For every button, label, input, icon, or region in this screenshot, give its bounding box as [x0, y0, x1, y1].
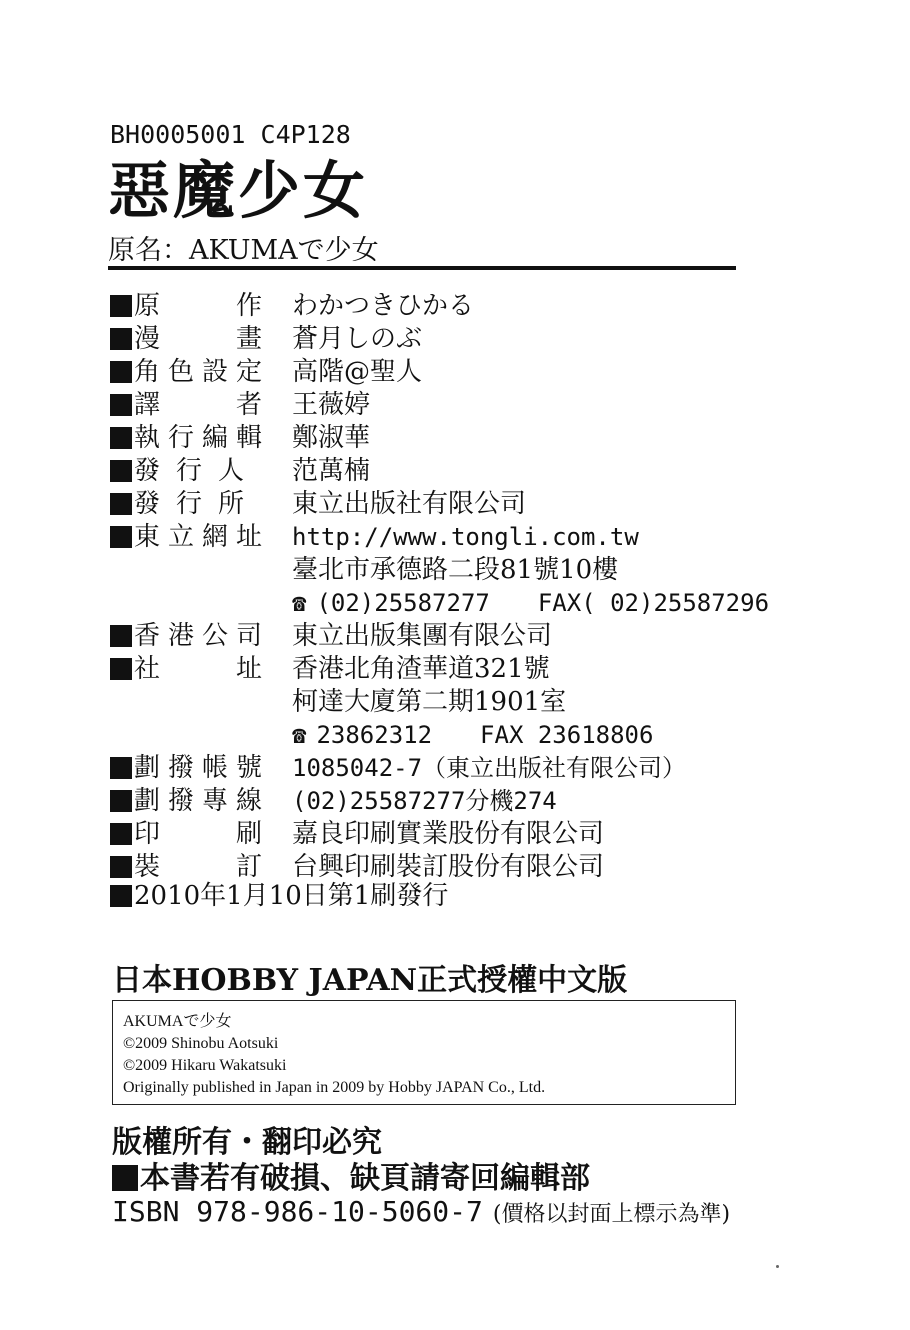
fax-number: FAX 23618806: [480, 721, 654, 749]
credit-row: [110, 686, 790, 718]
bullet-square: [110, 526, 132, 548]
credit-value: (02)25587277分機274: [292, 787, 557, 815]
rights-notice: 版權所有・翻印必究: [112, 1125, 382, 1160]
release-date: 2010年1月10日第1刷發行: [134, 881, 449, 911]
credit-row: [110, 785, 790, 817]
bullet-square: [110, 460, 132, 482]
credit-label-char: 者: [235, 390, 262, 420]
credit-label-char: 設: [201, 357, 228, 387]
bullet-square: [110, 625, 132, 647]
contact-line: [292, 719, 653, 751]
telephone-icon: ☎: [292, 589, 307, 617]
credit-label: [134, 389, 262, 421]
credit-label-char: 行: [175, 489, 202, 519]
credit-label-char: 裝: [134, 852, 161, 882]
book-title: 惡魔少女: [108, 154, 369, 227]
credit-value: 鄭淑華: [292, 423, 371, 453]
credit-label-char: 線: [235, 786, 262, 816]
credit-label-char: 印: [134, 819, 161, 849]
product-code: BH0005001 C4P128: [110, 120, 351, 149]
credit-label-char: 漫: [134, 324, 161, 354]
phone-number: (02)25587277: [316, 589, 490, 617]
credit-value: 東立出版社有限公司: [292, 489, 527, 519]
credit-label-char: 所: [217, 489, 244, 519]
bullet-square: [110, 361, 132, 383]
copyright-line: ©2009 Shinobu Aotsuki: [123, 1035, 279, 1052]
credit-label-char: 港: [167, 621, 194, 651]
original-name: 原名：AKUMAで少女: [108, 235, 379, 266]
credit-label-char: 香: [134, 621, 161, 651]
credit-row: [110, 818, 790, 850]
bullet-square: [110, 295, 132, 317]
fax-number: FAX( 02)25587296: [537, 589, 770, 617]
bullet-square: [110, 394, 132, 416]
credit-label-char: 網: [201, 522, 228, 552]
credit-label-char: 行: [167, 423, 194, 453]
credit-label-char: 劃: [134, 753, 161, 783]
credit-label-char: 帳: [201, 753, 228, 783]
credit-label-char: 訂: [235, 852, 262, 882]
credit-label-char: 撥: [167, 786, 194, 816]
credit-row: [110, 620, 790, 652]
credit-row: [110, 521, 790, 553]
credit-row: [110, 851, 790, 883]
credit-label: [134, 356, 262, 388]
credit-row: [110, 554, 790, 586]
credit-value: 東立出版集團有限公司: [292, 621, 553, 651]
copyright-box: [112, 1000, 736, 1105]
credit-label-char: 定: [235, 357, 262, 387]
credit-label-char: 專: [201, 786, 228, 816]
credit-value: 嘉良印刷實業股份有限公司: [292, 819, 605, 849]
isbn-row: [112, 1195, 730, 1228]
bullet-square: [110, 328, 132, 350]
credit-label-char: 色: [167, 357, 194, 387]
credit-label-char: 執: [134, 423, 161, 453]
credit-label-char: 撥: [167, 753, 194, 783]
credit-label-char: 角: [134, 357, 161, 387]
phone-number: 23862312: [316, 721, 433, 749]
copyright-line: AKUMAで少女: [123, 1013, 232, 1030]
credit-row: [110, 323, 790, 355]
credit-value: http://www.tongli.com.tw: [292, 523, 639, 551]
credit-row: [110, 422, 790, 454]
credit-value: 臺北市承德路二段81號10樓: [292, 555, 619, 585]
credit-row: [110, 290, 790, 322]
bullet-square: [110, 885, 132, 907]
license-line: 日本HOBBY JAPAN正式授權中文版: [112, 963, 628, 998]
credit-label-char: 東: [134, 522, 161, 552]
bullet-square: [110, 823, 132, 845]
credit-label: [134, 785, 262, 817]
credit-label-char: 譯: [134, 390, 161, 420]
credit-label-char: 刷: [235, 819, 262, 849]
credit-label: [134, 752, 262, 784]
copyright-line: Originally published in Japan in 2009 by Hobby JAPAN Co., Ltd.: [123, 1079, 546, 1096]
credit-label-char: 原: [134, 291, 161, 321]
credit-label: [134, 818, 262, 850]
credit-value: 王薇婷: [292, 390, 371, 420]
bullet-square: [110, 790, 132, 812]
credit-label: [134, 488, 244, 520]
credit-label-char: 立: [167, 522, 194, 552]
release-row: [110, 880, 790, 912]
telephone-icon: ☎: [292, 721, 307, 749]
price-note: (價格以封面上標示為準): [492, 1202, 731, 1227]
credit-label-char: 公: [201, 621, 228, 651]
bullet-square: [112, 1165, 138, 1191]
credit-label-char: 畫: [235, 324, 262, 354]
credit-label: [134, 620, 262, 652]
credit-label-char: 人: [217, 456, 244, 486]
credit-value: 柯達大廈第二期1901室: [292, 687, 567, 717]
damage-notice-row: [112, 1153, 590, 1197]
credit-label-char: 編: [201, 423, 228, 453]
credit-label: [134, 422, 262, 454]
credit-label-char: 社: [134, 654, 161, 684]
credit-label: [134, 290, 262, 322]
credit-label-char: 劃: [134, 786, 161, 816]
credit-label: [134, 455, 244, 487]
credit-label-char: 作: [235, 291, 262, 321]
credit-row: [110, 719, 790, 751]
credit-row: [110, 455, 790, 487]
credit-value: 台興印刷裝訂股份有限公司: [292, 852, 605, 882]
bullet-square: [110, 658, 132, 680]
bullet-square: [110, 757, 132, 779]
credit-row: [110, 356, 790, 388]
credit-label: [134, 323, 262, 355]
credit-label-char: 號: [235, 753, 262, 783]
credit-label-char: 司: [235, 621, 262, 651]
credit-label-char: 行: [175, 456, 202, 486]
damage-notice: 本書若有破損、缺頁請寄回編輯部: [140, 1161, 590, 1196]
copyright-line: ©2009 Hikaru Wakatsuki: [123, 1057, 287, 1074]
credit-value: わかつきひかる: [292, 291, 475, 321]
credit-label: [134, 851, 262, 883]
isbn: ISBN 978-986-10-5060-7: [112, 1195, 483, 1228]
credit-value: 香港北角渣華道321號: [292, 654, 550, 684]
credit-label: [134, 653, 262, 685]
credit-value: 范萬楠: [292, 456, 371, 486]
credit-row: [110, 587, 790, 619]
credit-value: 高階@聖人: [292, 357, 423, 387]
credit-label-char: 發: [134, 489, 161, 519]
speck: [776, 1265, 779, 1268]
credit-row: [110, 752, 790, 784]
bullet-square: [110, 856, 132, 878]
divider: [108, 266, 736, 270]
credit-label: [134, 521, 262, 553]
credit-label-char: 址: [235, 654, 262, 684]
bullet-square: [110, 427, 132, 449]
credit-label-char: 輯: [235, 423, 262, 453]
credit-row: [110, 389, 790, 421]
credit-row: [110, 653, 790, 685]
credit-row: [110, 488, 790, 520]
bullet-square: [110, 493, 132, 515]
credit-value: 蒼月しのぶ: [292, 324, 423, 354]
credit-label-char: 址: [235, 522, 262, 552]
credit-label-char: 發: [134, 456, 161, 486]
credit-value: 1085042-7（東立出版社有限公司）: [292, 754, 687, 782]
contact-line: [292, 587, 769, 619]
